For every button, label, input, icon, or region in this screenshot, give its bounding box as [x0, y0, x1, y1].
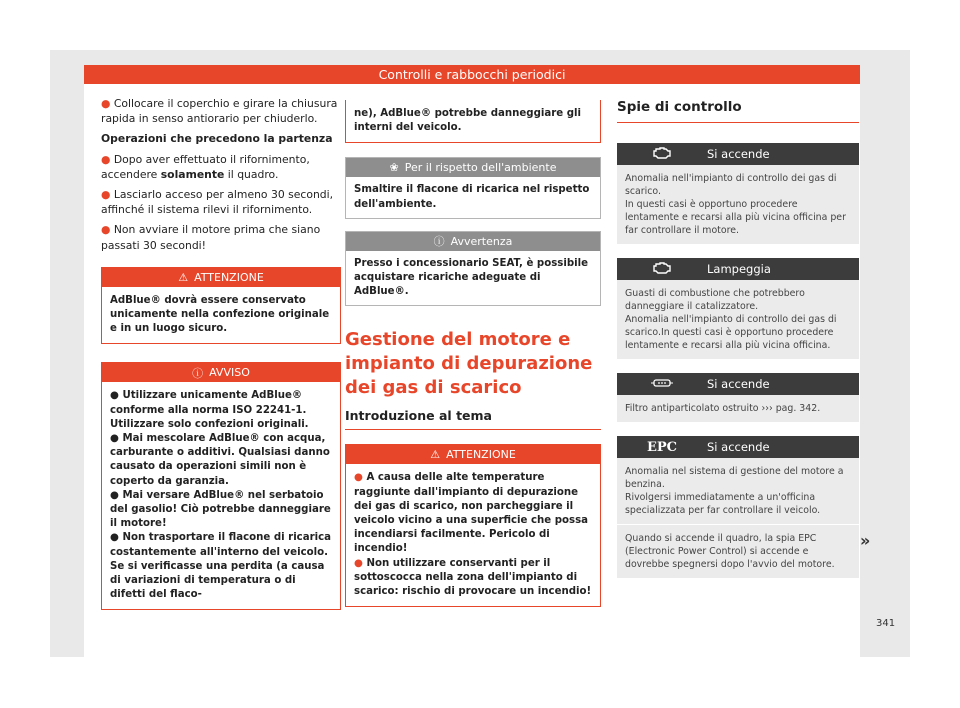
continue-mark: » [860, 531, 871, 550]
flower-icon: ❀ [389, 161, 399, 175]
environment-box [345, 157, 601, 218]
heading-before-start: Operazioni che precedono la partenza [101, 132, 333, 146]
light-header: Si accende [617, 373, 859, 395]
page-header: Controlli e rabbocchi periodici [84, 65, 860, 84]
paragraph-close-cap: ● Collocare il coperchio e girare la chiusura rapida in senso antiorario per chiuderlo. [101, 97, 338, 126]
subsection-title: Introduzione al tema [345, 408, 601, 430]
attention-body: AdBlue® dovrà essere conservato unicamente nella confezione originale e in un luogo sicuro. [110, 294, 330, 335]
light-description: Filtro antiparticolato ostruito ››› pag. 342. [617, 395, 859, 422]
list-item: ● Non utilizzare conservanti per il sottoscocca nella zona dell'impianto di scarico: rischio di provocare un incendio! [354, 557, 592, 598]
attention-box-2 [345, 444, 601, 607]
notice-body [102, 382, 340, 609]
info-icon: ⓘ [433, 235, 445, 249]
environment-body: Smaltire il flacone di ricarica nel rispetto dell'ambiente. [354, 184, 590, 210]
attention-box [101, 267, 341, 345]
particle-filter-icon [617, 377, 707, 391]
attention-header: ⚠ ATTENZIONE [102, 268, 340, 287]
note-body: Presso i concessionario SEAT, è possibile acquistare ricariche adeguate di AdBlue®. [354, 257, 589, 298]
light-description: Anomalia nell'impianto di controllo dei gas di scarico. In questi casi è opportuno procedere lentamente e recarsi alla più vicina officina per far controllare il motore. [617, 165, 859, 244]
list-item: ● Mai versare AdBlue® nel serbatoio del gasolio! Ciò potrebbe danneggiare il motore! [110, 489, 331, 530]
bullet-item: ● Non avviare il motore prima che siano passati 30 secondi! [101, 223, 321, 252]
notice-header: ⓘ AVVISO [102, 363, 340, 382]
list-item: ● Utilizzare unicamente AdBlue® conforme alla norma ISO 22241-1. Utilizzare solo confezioni originali. [110, 390, 309, 430]
note-box [345, 231, 601, 307]
notice-box [101, 362, 341, 610]
light-description: Anomalia nel sistema di gestione del motore a benzina. Rivolgersi immediatamente a un'officina specializzata per far controllare il veicolo. [617, 458, 859, 524]
engine-icon [617, 262, 707, 277]
attention-body-2 [346, 464, 600, 606]
bullet-item: ● Lasciarlo acceso per almeno 30 secondi, affinché il sistema rilevi il rifornimento. [101, 188, 334, 217]
bullet-icon: ● [101, 152, 114, 166]
notice-continuation-text: ne), AdBlue® potrebbe danneggiare gli interni del veicolo. [354, 108, 581, 134]
light-header: EPC Si accende [617, 436, 859, 458]
bullet-icon: ● [101, 97, 114, 110]
list-item: ● Mai mescolare AdBlue® con acqua, carburante o additivi. Qualsiasi danno causato da operazioni simili non è coperto da garanzia. [110, 433, 330, 487]
bullet-icon: ● [101, 223, 114, 237]
light-header: Si accende [617, 143, 859, 165]
note-header: ⓘ Avvertenza [346, 232, 600, 251]
column-3 [617, 96, 859, 578]
light-description: Guasti di combustione che potrebbero danneggiare il catalizzatore. Anomalia nell'impianto di controllo dei gas di scarico.In questi casi è opportuno procedere lentamente e recarsi alla più vicina officina. [617, 280, 859, 359]
info-circle-icon: ⓘ [192, 366, 204, 380]
engine-icon [617, 147, 707, 162]
bullet-item: ● Dopo aver effettuato il rifornimento, accendere solamente il quadro. [101, 152, 310, 181]
light-header: Lampeggia [617, 258, 859, 280]
bullet-icon: ● [101, 188, 114, 202]
attention-header-2: ⚠ ATTENZIONE [346, 445, 600, 464]
epc-icon: EPC [646, 439, 678, 455]
column-2 [345, 100, 601, 607]
section-title-lights: Spie di controllo [617, 99, 859, 123]
light-description: Quando si accende il quadro, la spia EPC (Electronic Power Control) si accende e dovrebbe spegnersi dopo l'avvio del motore. [617, 524, 859, 578]
notice-continuation [345, 100, 601, 143]
warning-triangle-icon: ⚠ [430, 448, 441, 462]
list-item: ● A causa delle alte temperature raggiunte dall'impianto di depurazione dei gas di scarico, non parcheggiare il veicolo vicino a una superficie che possa incendiarsi facilmente. Pericolo di incendio! [354, 472, 589, 555]
list-item: ● Non trasportare il flacone di ricarica costantemente all'interno del veicolo. Se si verificasse una perdita (a causa di variazioni di temperatura o di difetti del flaco- [110, 532, 332, 601]
column-1 [101, 96, 341, 610]
warning-triangle-icon: ⚠ [178, 270, 189, 284]
environment-header: ❀ Per il rispetto dell'ambiente [346, 158, 600, 177]
section-title: Gestione del motore e impianto di depurazione dei gas di scarico [345, 329, 593, 399]
page-number: 341 [876, 618, 896, 629]
